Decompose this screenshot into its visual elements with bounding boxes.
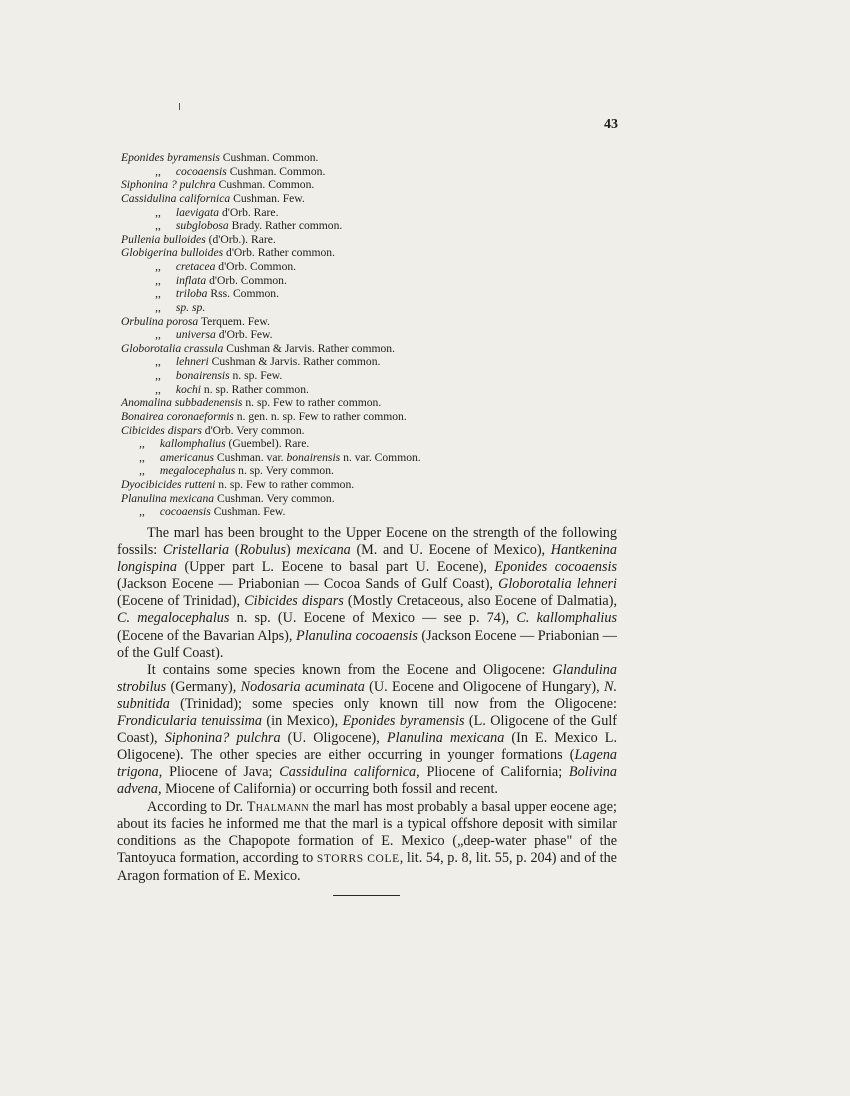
taxon-name: Cibicides dispars [244, 593, 344, 610]
species-entry [121, 151, 641, 165]
species-note: Terquem. Few. [200, 314, 270, 328]
species-name: cretacea [175, 260, 216, 273]
species-note: Cushman. var. [216, 450, 284, 464]
text-run: the marl has most probably a basal upper eocene age; about its facies he informed me that the marl is a typical offshore deposit with similar conditions as the Chapopote formation of E. Mexico („deep-water phase" of the Tantoyuca formation, according to [117, 798, 617, 866]
genus-name: Siphonina [121, 178, 169, 192]
taxon-name: Robulus [239, 542, 287, 559]
taxon-name: C. kallomphalius [516, 610, 617, 627]
species-name: megalocephalus [159, 464, 236, 478]
species-note: Cushman. Common. [229, 164, 326, 178]
taxon-name: Globorotalia lehneri [498, 576, 617, 593]
species-entry [121, 369, 641, 383]
taxon-name: Hantkenina longispina [117, 542, 617, 576]
taxon-name: Siphonina? pulchra [164, 730, 281, 747]
taxon-name: Glandulina strobilus [117, 661, 617, 695]
genus-name: Cassidulina [121, 191, 177, 205]
species-entry [121, 342, 641, 356]
species-name: bonairensis [175, 369, 230, 382]
species-name: universa [175, 328, 216, 342]
text-run: (In E. Mexico L. Oligocene). The other species are either occurring in younger formations ( [117, 730, 617, 764]
text-run: (U. Eocene and Oligocene of Hungary), [364, 678, 604, 695]
species-name: lehneri [175, 355, 209, 369]
species-entry [121, 396, 641, 410]
species-name: subglobosa [175, 219, 229, 233]
species-name: kallomphalius [159, 437, 226, 451]
taxon-name: N. subnitida [117, 678, 617, 712]
species-name: laevigata [175, 205, 220, 219]
paragraph-3 [117, 799, 617, 885]
ditto-mark: ,, [155, 300, 161, 314]
ditto-mark: ,, [155, 260, 161, 273]
species-note: d'Orb. Few. [218, 328, 273, 342]
species-note: n. sp. Very common. [238, 464, 334, 478]
text-run: (L. Oligocene of the Gulf Coast), [117, 713, 617, 747]
species-name: ? pulchra [170, 178, 216, 192]
species-name: inflata [175, 273, 207, 287]
genus-name: Globorotalia [121, 341, 182, 355]
text-run: , Pliocene of California; [416, 764, 569, 781]
text-run: , Miocene of California) or occurring both fossil and recent. [157, 781, 498, 798]
genus-name: Orbulina [121, 314, 164, 328]
taxon-name: Eponides cocoaensis [494, 559, 617, 576]
species-entry [121, 246, 641, 260]
text-run: (Jackson Eocene — Priabonian — Cocoa Sands of Gulf Coast), [117, 576, 499, 593]
ditto-mark: ,, [155, 219, 161, 233]
text-run: (M. and U. Eocene of Mexico), [350, 542, 551, 559]
species-entry [121, 206, 641, 220]
taxon-name: Frondicularia tenuissima [117, 713, 262, 730]
text-run: According to Dr. [147, 798, 247, 815]
species-entry [121, 437, 641, 451]
species-entry [121, 328, 641, 342]
species-name: subbadenensis [174, 396, 243, 410]
species-entry [121, 301, 641, 315]
species-note: (d'Orb.). Rare. [208, 232, 276, 246]
print-speck [179, 103, 180, 110]
species-note: n. sp. Rather common. [203, 382, 309, 396]
species-list [121, 151, 641, 519]
species-name: bulloides [180, 246, 224, 260]
text-run: (Upper part L. Eocene to basal part U. Eocene), [176, 559, 495, 576]
species-note: d'Orb. Common. [209, 273, 287, 287]
taxon-name: Bolivina advena [117, 764, 617, 798]
taxon-name: Nodosaria acuminata [240, 678, 365, 695]
species-entry [121, 410, 641, 424]
species-entry [121, 424, 641, 438]
species-entry [121, 219, 641, 233]
species-entry [121, 274, 641, 288]
species-name: rutteni [184, 478, 216, 491]
text-run: , Pliocene of Java; [158, 764, 280, 781]
species-note: n. sp. Few. [232, 369, 283, 382]
species-name: dispars [167, 423, 202, 437]
species-entry [121, 492, 641, 506]
text-run: (Germany), [166, 678, 241, 695]
taxon-name: mexicana [296, 542, 351, 559]
text-run: (Jackson Eocene — Priabonian — of the Gulf Coast). [117, 627, 617, 661]
genus-name: Eponides [121, 151, 165, 164]
species-note: Cushman & Jarvis. Rather common. [211, 355, 381, 369]
genus-name: Cibicides [121, 423, 165, 437]
ditto-mark: ,, [139, 437, 145, 451]
ditto-mark: ,, [139, 505, 145, 519]
ditto-mark: ,, [155, 355, 161, 369]
species-name: crassula [184, 341, 224, 355]
species-note: Rss. Common. [210, 287, 280, 301]
text-run: , lit. 54, p. 8, lit. 55, p. 204) and of the Aragon formation of E. Mexico. [117, 849, 617, 884]
species-note: Cushman. Few. [213, 505, 286, 519]
species-note: n. sp. Few to rather common. [218, 478, 355, 491]
species-name: cocoaensis [159, 505, 211, 519]
species-name: mexicana [169, 491, 215, 505]
cited-author: STORRS COLE [316, 852, 400, 865]
taxon-name: Eponides byramensis [342, 713, 465, 730]
page-number: 43 [604, 117, 618, 132]
ditto-mark: ,, [139, 450, 145, 464]
ditto-mark: ,, [155, 273, 161, 287]
text-run: (Eocene of the Bavarian Alps), [117, 627, 297, 644]
species-note: Cushman & Jarvis. Rather common. [226, 341, 395, 355]
species-entry [121, 178, 641, 192]
ditto-mark: ,, [155, 369, 161, 382]
variety-name: bonairensis [286, 450, 341, 464]
species-entry [121, 478, 641, 492]
species-name: byramensis [167, 151, 220, 164]
species-entry [121, 464, 641, 478]
species-entry [121, 233, 641, 247]
text-run: (Eocene of Trinidad), [117, 593, 245, 610]
taxon-name: C. megalocephalus [117, 610, 230, 627]
genus-name: Bonairea [121, 409, 164, 423]
species-note: n. gen. n. sp. Few to rather common. [236, 409, 407, 423]
species-entry [121, 355, 641, 369]
ditto-mark: ,, [139, 464, 145, 478]
text-run: (in Mexico), [261, 713, 343, 730]
ditto-mark: ,, [155, 205, 161, 219]
species-note: (Guembel). Rare. [228, 437, 310, 451]
species-note: n. var. Common. [343, 450, 421, 464]
genus-name: Planulina [121, 491, 167, 505]
taxon-name: Cristellaria [162, 542, 230, 559]
text-run: ) [286, 542, 297, 559]
species-note: Cushman. Common. [218, 178, 315, 192]
species-note: Brady. Rather common. [231, 219, 343, 233]
species-entry [121, 165, 641, 179]
text-run: (U. Oligocene), [280, 730, 387, 747]
genus-name: Anomalina [121, 396, 172, 410]
taxon-name: Planulina mexicana [386, 730, 505, 747]
taxon-name: Planulina cocoaensis [296, 627, 418, 644]
species-name: californica [179, 191, 231, 205]
species-note: d'Orb. Rare. [221, 205, 279, 219]
paragraph-1 [117, 525, 617, 662]
text-run: It contains some species known from the Eocene and Oligocene: [147, 661, 553, 678]
ditto-mark: ,, [155, 382, 161, 396]
species-name: sp. sp. [175, 300, 206, 314]
species-entry [121, 192, 641, 206]
genus-name: Dyocibicides [121, 478, 182, 491]
species-note: Cushman. Common. [222, 151, 319, 164]
genus-name: Globigerina [121, 246, 178, 260]
paragraph-2 [117, 662, 617, 799]
text-run: (Trinidad); some species only known till now from the Oligocene: [169, 695, 617, 712]
ditto-mark: ,, [155, 164, 161, 178]
text-run: n. sp. (U. Eocene of Mexico — see p. 74), [229, 610, 517, 627]
species-entry [121, 260, 641, 274]
author-name: Thalmann [246, 798, 309, 815]
species-note: Cushman. Few. [233, 191, 305, 205]
species-entry [121, 451, 641, 465]
species-name: porosa [166, 314, 199, 328]
species-name: cocoaensis [175, 164, 227, 178]
species-note: d'Orb. Very common. [204, 423, 305, 437]
species-note: d'Orb. Common. [218, 260, 297, 273]
text-run: The marl has been brought to the Upper Eocene on the strength of the following fossils: [117, 525, 617, 559]
text-run: (Mostly Cretaceous, also Eocene of Dalmatia), [343, 593, 617, 610]
species-name: triloba [175, 287, 208, 301]
species-name: kochi [175, 382, 202, 396]
genus-name: Pullenia [121, 232, 161, 246]
species-name: coronaeformis [166, 409, 234, 423]
ditto-mark: ,, [155, 328, 161, 342]
species-entry [121, 287, 641, 301]
species-note: d'Orb. Rather common. [226, 246, 336, 260]
taxon-name: Cassidulina californica [279, 764, 417, 781]
species-entry [121, 315, 641, 329]
ditto-mark: ,, [155, 287, 161, 301]
taxon-name: Lagena trigona [117, 747, 617, 781]
species-entry [121, 505, 641, 519]
species-name: americanus [159, 450, 215, 464]
section-end-rule [333, 895, 400, 896]
text-run: ( [229, 542, 240, 559]
species-name: bulloides [163, 232, 206, 246]
species-note: Cushman. Very common. [216, 491, 335, 505]
species-entry [121, 383, 641, 397]
body-text [117, 525, 617, 885]
species-note: n. sp. Few to rather common. [245, 396, 382, 410]
